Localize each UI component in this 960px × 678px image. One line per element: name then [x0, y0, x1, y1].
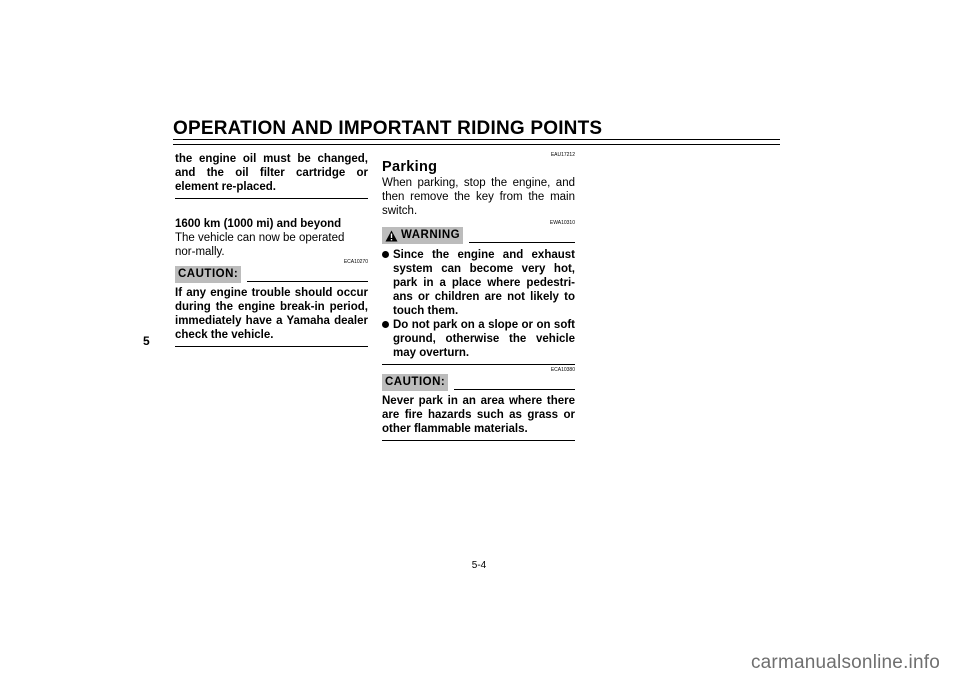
- page-title: OPERATION AND IMPORTANT RIDING POINTS: [173, 118, 603, 139]
- header-rule: [173, 139, 780, 145]
- caution-end-rule: [382, 440, 575, 441]
- chapter-tab: 5: [143, 334, 150, 348]
- warning-header: [382, 227, 575, 244]
- list-item: Since the engine and exhaust system can become very hot, park in a place where pedestri-ans or children are not likely to touch them.: [382, 248, 575, 318]
- caution-code: ECA10380: [550, 367, 575, 373]
- break-in-body: The vehicle can now be operated nor-mally.: [175, 232, 345, 258]
- caution-text: Never park in an area where there are fire hazards such as grass or other flammable materials.: [382, 395, 575, 435]
- warning-end-rule: [382, 364, 575, 365]
- left-column: [175, 152, 368, 347]
- warning-list: [382, 248, 575, 360]
- watermark: carmanualsonline.info: [750, 652, 940, 673]
- caution-code: ECA10270: [343, 259, 368, 265]
- list-item: Do not park on a slope or on soft ground, otherwise the vehicle may overturn.: [382, 318, 575, 360]
- break-in-subheading: 1600 km (1000 mi) and beyond: [175, 218, 342, 230]
- caution-header-rule: [454, 389, 575, 390]
- warning-triangle-icon: [385, 230, 398, 242]
- caution-header-rule: [247, 281, 368, 282]
- intro-text: the engine oil must be changed, and the oil filter cartridge or element re-placed.: [175, 153, 368, 193]
- caution-label: CAUTION:: [175, 266, 241, 283]
- warning-code: EWA10310: [549, 220, 575, 226]
- section-heading: Parking: [382, 159, 438, 175]
- bullet-icon: [382, 321, 389, 328]
- bullet-icon: [382, 251, 389, 258]
- right-column: [382, 152, 575, 441]
- section-code: EAU17212: [550, 152, 575, 158]
- caution-header: [175, 266, 368, 283]
- warning-header-rule: [469, 242, 575, 243]
- caution-label: CAUTION:: [382, 374, 448, 391]
- caution-end-rule: [175, 346, 368, 347]
- caution-header: [382, 374, 575, 391]
- warning-label-box: [382, 227, 463, 244]
- page-number: 5-4: [471, 560, 487, 571]
- warning-label: WARNING: [401, 229, 461, 241]
- parking-body: When parking, stop the engine, and then remove the key from the main switch.: [382, 177, 575, 217]
- caution-text: If any engine trouble should occur during the engine break-in period, immediately have a Yamaha dealer check the vehicle.: [175, 287, 368, 341]
